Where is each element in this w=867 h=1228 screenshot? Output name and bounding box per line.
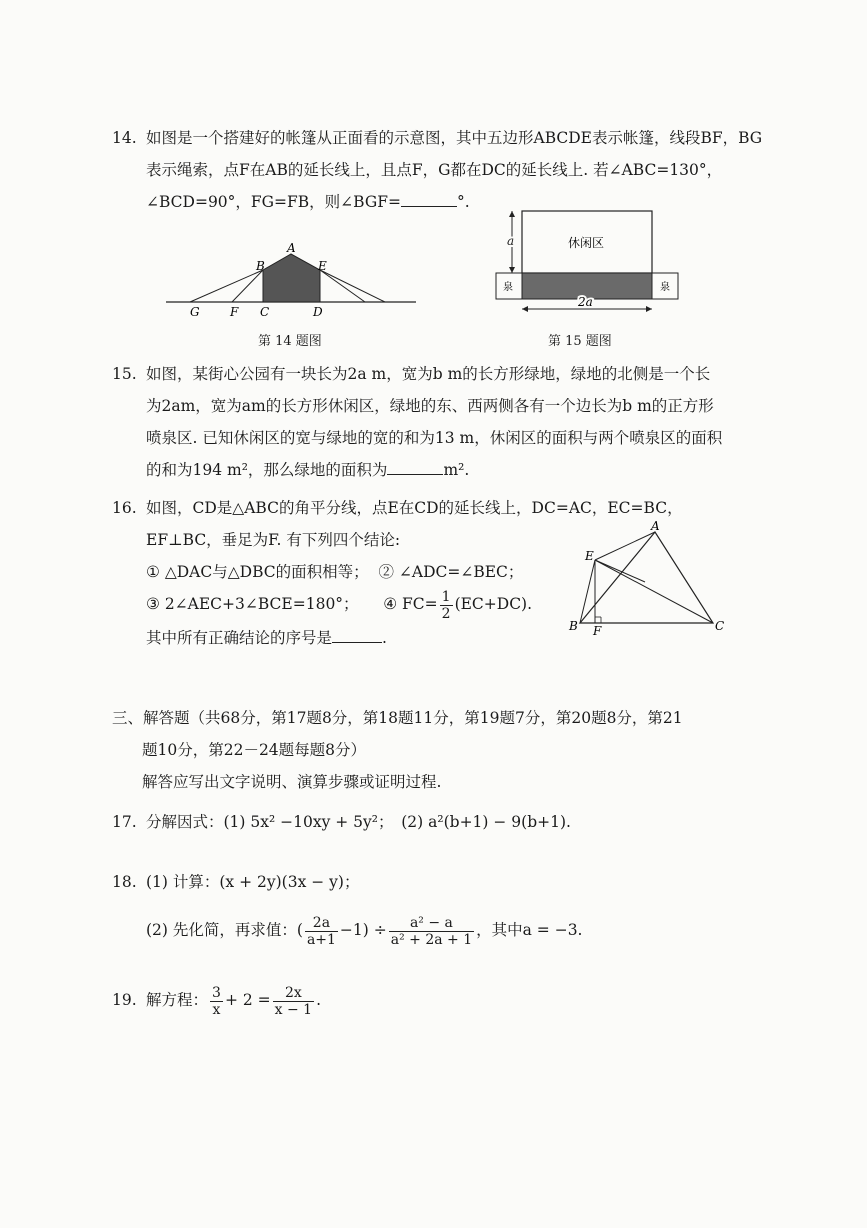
conclusion-2: ② ∠ADC=∠BEC；: [378, 563, 524, 581]
label-A: A: [651, 520, 660, 533]
fraction-2x-over-x-minus-1: $\frac{2x}{x - 1}$: [274, 984, 313, 1018]
section-3-header: [112, 702, 752, 798]
label-C: C: [260, 305, 270, 319]
question-19: [112, 978, 752, 1022]
section-3-line-1: 三、解答题（共68分，第17题8分，第18题11分，第19题7分，第20题8分，第21: [112, 709, 683, 727]
fraction-one-half: $\frac{1}{2}$: [441, 588, 451, 622]
section-3-line-3: 解答应写出文字说明、演算步骤或证明过程.: [142, 773, 442, 791]
q16-line-2: EF⊥BC，垂足为F. 有下列四个结论:: [146, 531, 401, 549]
q15-line-4: 的和为194 m²，那么绿地的面积为 m².: [146, 454, 752, 486]
q18-part-2: (2) 先化简，再求值：( $\frac{2a}{a+1}$ −1) ÷ $\frac{\text{a² − a}}{\text{a² + 2a + 1}}$ ，其中a = −3.: [146, 914, 583, 948]
label-2a: 2a: [578, 295, 593, 309]
question-14: [112, 122, 763, 218]
q15-line-1: 如图，某街心公园有一块长为2a m，宽为b m的长方形绿地，绿地的北侧是一个长: [146, 365, 711, 383]
section-3-line-2: 题10分，第22－24题每题8分）: [142, 741, 367, 759]
label-B: B: [256, 259, 265, 273]
q15-line-3: 喷泉区. 已知休闲区的宽与绿地的宽的和为13 m，休闲区的面积与两个喷泉区的面积: [146, 429, 723, 447]
conclusion-4: ④ FC= $\frac{1}{2}$ (EC+DC).: [383, 588, 533, 622]
q14-line-3: ∠BCD=90°，FG=FB，则∠BGF= °.: [146, 186, 752, 218]
q16-line-1: 如图，CD是△ABC的角平分线，点E在CD的延长线上，DC=AC，EC=BC，: [146, 499, 683, 517]
answer-blank: [332, 624, 382, 643]
question-17: [112, 806, 752, 838]
question-number: 14.: [112, 129, 137, 147]
q14-line-2: 表示绳索，点F在AB的延长线上，且点F，G都在DC的延长线上. 若∠ABC=130°，: [146, 161, 723, 179]
question-number: 19.: [112, 991, 137, 1009]
q19-equation: 解方程： $\frac{3}{x}$ + 2 = $\frac{2x}{x - 1}$ .: [146, 984, 322, 1018]
conclusion-3: ③ 2∠AEC+3∠BCE=180°；: [146, 595, 359, 613]
label-rest-area: 休闲区: [568, 236, 605, 250]
fraction-2a-over-a-plus-1: $\frac{2a}{a+1}$: [306, 914, 336, 948]
q15-line-2: 为2am，宽为am的长方形休闲区，绿地的东、西两侧各有一个边长为b m的正方形: [146, 397, 714, 415]
label-F: F: [230, 305, 239, 319]
answer-blank: [401, 188, 457, 207]
label-E: E: [585, 549, 594, 563]
question-number: 16.: [112, 499, 137, 517]
label-F: F: [593, 624, 602, 638]
label-D: D: [313, 305, 323, 319]
label-B: B: [569, 619, 578, 633]
figure-16-triangle-diagram: [565, 520, 735, 640]
q16-line-5: 其中所有正确结论的序号是 .: [146, 622, 752, 654]
label-G: G: [190, 305, 200, 319]
label-A: A: [287, 241, 296, 255]
question-number: 18.: [112, 873, 137, 891]
q14-line-1: 如图是一个搭建好的帐篷从正面看的示意图，其中五边形ABCDE表示帐篷，线段BF，BG: [146, 129, 763, 147]
fraction-3-over-x: $\frac{3}{x}$: [212, 984, 221, 1018]
q17-text: 分解因式：(1) 5x² −10xy + 5y²； (2) a²(b+1) − 9(b+1).: [146, 813, 571, 831]
label-E: E: [318, 259, 327, 273]
conclusion-1: ① △DAC与△DBC的面积相等；: [146, 563, 369, 581]
label-left-fountain: 泉: [503, 282, 513, 293]
question-18: [112, 866, 752, 952]
fraction-a2-minus-a: $\frac{\text{a² − a}}{\text{a² + 2a + 1}}$: [390, 914, 473, 948]
question-15: [112, 358, 752, 486]
label-C: C: [715, 619, 725, 633]
figure-15-park-diagram: [490, 205, 690, 323]
figure-14-tent-diagram: [160, 240, 420, 320]
label-right-fountain: 泉: [660, 282, 670, 293]
figure-15-caption: 第 15 题图: [548, 334, 612, 349]
question-number: 17.: [112, 813, 137, 831]
q18-part-1: (1) 计算：(x + 2y)(3x − y)；: [146, 873, 360, 891]
label-a: a: [507, 234, 515, 248]
answer-blank: [387, 456, 443, 475]
question-number: 15.: [112, 365, 137, 383]
figure-14-caption: 第 14 题图: [258, 334, 322, 349]
